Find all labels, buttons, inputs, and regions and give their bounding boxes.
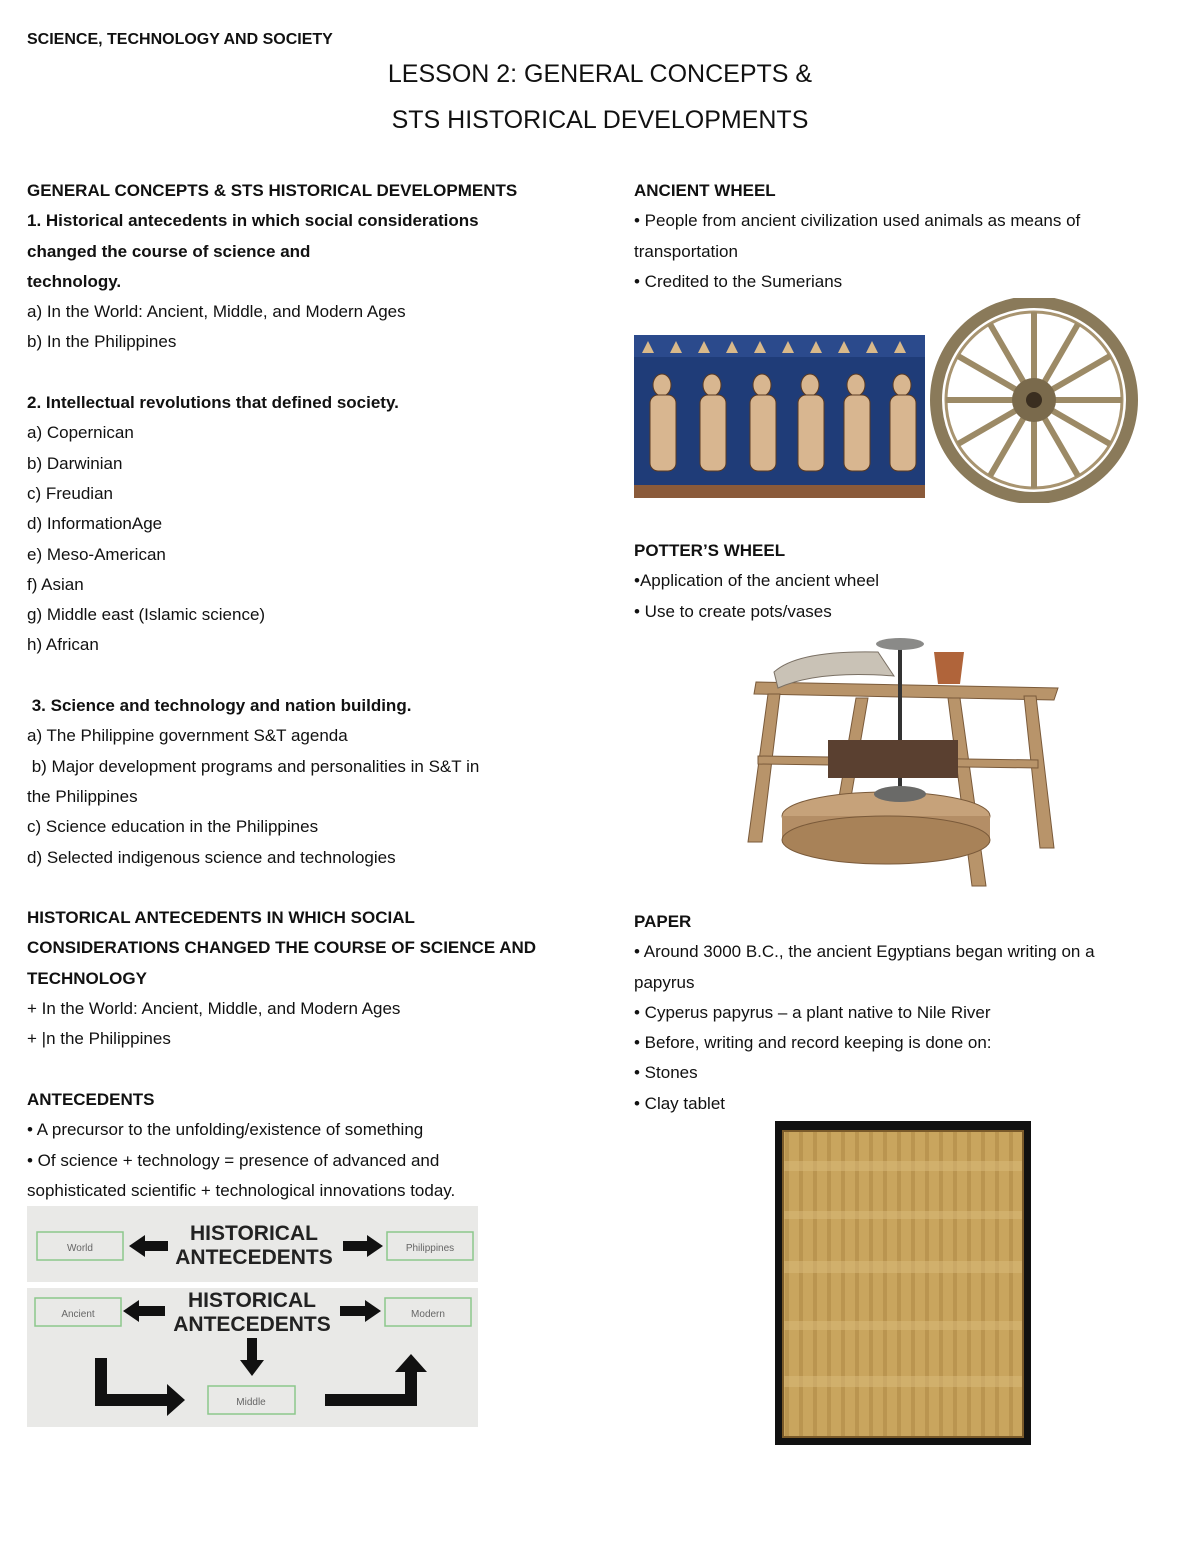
arrow-left-icon: [129, 1235, 168, 1257]
outline-subitem: c) Freudian: [27, 483, 113, 503]
arrow-left-icon: [123, 1300, 165, 1322]
historical-antecedents-diagram: [27, 1206, 478, 1427]
right-column-potter: [634, 536, 879, 627]
section-heading: TECHNOLOGY: [27, 968, 147, 988]
section-heading: GENERAL CONCEPTS & STS HISTORICAL DEVELOPMENTS: [27, 181, 518, 200]
outline-item: 2. Intellectual revolutions that defined society.: [27, 393, 399, 413]
corner-arrow-icon: [325, 1354, 427, 1406]
bullet-item: • People from ancient civilization used animals as means of: [634, 211, 1081, 231]
list-item: + |n the Philippines: [27, 1029, 171, 1049]
outline-subitem: e) Meso-American: [27, 544, 166, 564]
box-ancient-label: Ancient: [61, 1309, 95, 1320]
corner-arrow-icon: [95, 1358, 185, 1416]
bullet-item: sophisticated scientific + technological innovations today.: [27, 1180, 456, 1200]
section-heading: CONSIDERATIONS CHANGED THE COURSE OF SCIENCE AND: [27, 938, 537, 958]
arrow-right-icon: [340, 1300, 381, 1322]
bullet-item: papyrus: [634, 972, 695, 992]
box-middle-label: Middle: [236, 1397, 266, 1408]
section-heading: HISTORICAL ANTECEDENTS IN WHICH SOCIAL: [27, 908, 415, 928]
sumerian-mosaic-image: [634, 335, 925, 498]
outline-subitem: c) Science education in the Philippines: [27, 817, 319, 837]
box-world-label: World: [67, 1243, 93, 1254]
bullet-item: transportation: [634, 241, 738, 261]
outline-item: changed the course of science and: [27, 241, 311, 261]
outline-subitem: b) In the Philippines: [27, 332, 177, 352]
left-column: [27, 176, 536, 1206]
course-header: SCIENCE, TECHNOLOGY AND SOCIETY: [27, 31, 333, 48]
section-heading: ANTECEDENTS: [27, 1089, 155, 1109]
bullet-item: • Stones: [634, 1063, 698, 1083]
bullet-item: • Use to create pots/vases: [634, 601, 832, 621]
potters-wheel-image: [738, 636, 1064, 898]
bullet-item: •Application of the ancient wheel: [634, 571, 880, 591]
bullet-item: • Clay tablet: [634, 1093, 725, 1113]
diagram-bottom-title1: HISTORICAL: [188, 1289, 316, 1312]
outline-subitem: a) Copernican: [27, 423, 134, 443]
outline-subitem: d) Selected indigenous science and technologies: [27, 847, 396, 867]
bullet-item: • Before, writing and record keeping is done on:: [634, 1033, 992, 1053]
outline-subitem: d) InformationAge: [27, 514, 163, 534]
bullet-item: • Credited to the Sumerians: [634, 271, 843, 291]
diagram-bottom-title2: ANTECEDENTS: [173, 1313, 331, 1336]
outline-subitem: g) Middle east (Islamic science): [27, 605, 266, 625]
box-modern-label: Modern: [411, 1309, 445, 1320]
bullet-item: • Around 3000 B.C., the ancient Egyptians began writing on a: [634, 942, 1095, 962]
papyrus-image: [775, 1121, 1031, 1445]
diagram-top-title2: ANTECEDENTS: [175, 1246, 333, 1269]
bullet-item: • A precursor to the unfolding/existence of something: [27, 1120, 424, 1140]
box-philippines-label: Philippines: [405, 1243, 455, 1254]
wooden-wheel-image: [927, 298, 1141, 503]
outline-subitem: b) Darwinian: [27, 453, 123, 473]
outline-subitem: h) African: [27, 635, 99, 655]
section-heading: ANCIENT WHEEL: [634, 181, 776, 200]
outline-subitem: b) Major development programs and personalities in S&T in: [27, 756, 480, 776]
outline-item: technology.: [27, 271, 122, 291]
arrow-down-icon: [240, 1338, 264, 1376]
right-column-wheel: [634, 176, 1080, 297]
section-heading: POTTER’S WHEEL: [634, 541, 786, 560]
diagram-top-title1: HISTORICAL: [190, 1222, 318, 1245]
arrow-right-icon: [343, 1235, 383, 1257]
section-heading: PAPER: [634, 912, 692, 931]
bullet-item: • Of science + technology = presence of advanced and: [27, 1150, 440, 1170]
outline-item: 1. Historical antecedents in which social considerations: [27, 211, 479, 231]
outline-subitem: the Philippines: [27, 786, 138, 806]
lesson-title-line2: STS HISTORICAL DEVELOPMENTS: [391, 106, 809, 134]
right-column-paper: [634, 907, 1095, 1119]
bullet-item: • Cyperus papyrus – a plant native to Nile River: [634, 1002, 991, 1022]
lesson-title-line1: LESSON 2: GENERAL CONCEPTS &: [387, 60, 813, 88]
outline-subitem: a) The Philippine government S&T agenda: [27, 726, 348, 746]
outline-item: 3. Science and technology and nation building.: [27, 696, 412, 716]
outline-subitem: a) In the World: Ancient, Middle, and Modern Ages: [27, 302, 406, 322]
outline-subitem: f) Asian: [27, 574, 84, 594]
list-item: + In the World: Ancient, Middle, and Modern Ages: [27, 999, 401, 1019]
